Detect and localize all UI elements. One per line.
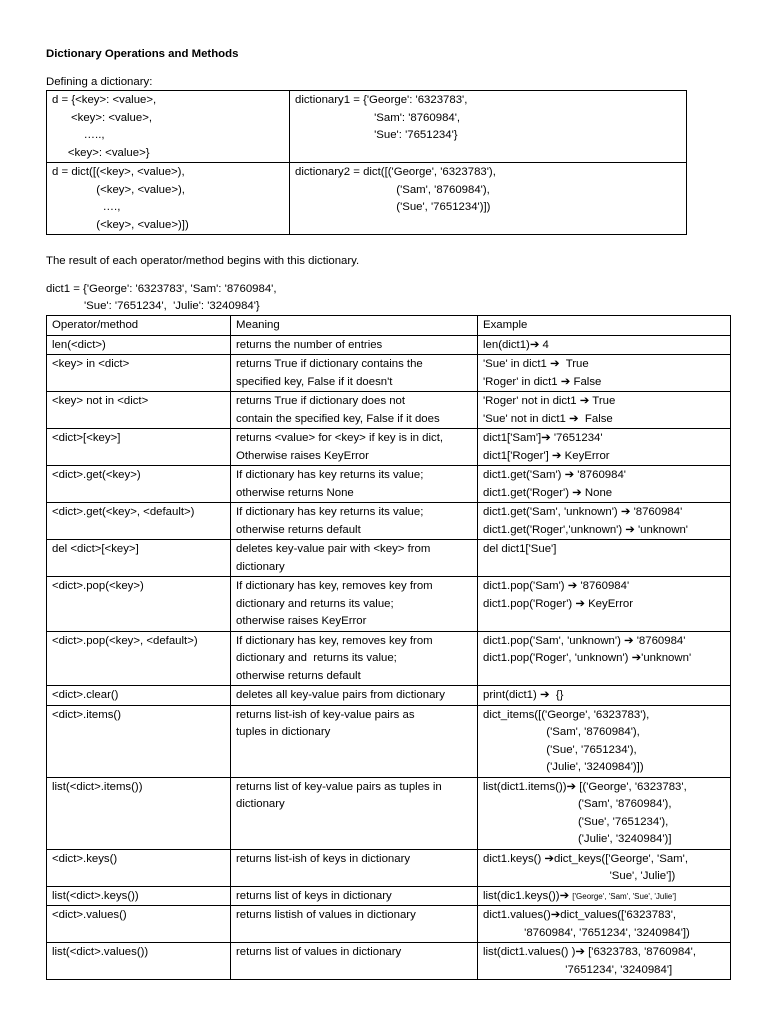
meaning-cell: deletes key-value pair with <key> from dictionary [231,540,478,577]
meaning-cell: If dictionary has key returns its value; otherwise returns default [231,503,478,540]
example-cell: list(dict1.items())➔ [('George', '6323783', ('Sam', '8760984'), ('Sue', '7651234'), ('Julie', '3240984')] [478,777,731,849]
operator-cell: <dict>.pop(<key>, <default>) [47,631,231,686]
meaning-cell: returns the number of entries [231,335,478,355]
page-title: Dictionary Operations and Methods [46,48,239,60]
operator-cell: <dict>.get(<key>) [47,466,231,503]
dict1-line-1: dict1 = {'George': '6323783', 'Sam': '8760984', [46,283,277,295]
operator-cell: list(<dict>.values()) [47,943,231,980]
meaning-cell: returns list of key-value pairs as tuples in dictionary [231,777,478,849]
operator-cell: list(<dict>.keys()) [47,886,231,906]
meaning-cell: returns True if dictionary does not contain the specified key, False if it does [231,392,478,429]
table-row [47,686,731,706]
example-cell: list(dict1.values() )➔ ['6323783, '8760984', '7651234', '3240984'] [478,943,731,980]
meaning-cell: If dictionary has key returns its value; otherwise returns None [231,466,478,503]
definition-table [46,90,687,235]
example-cell: dict1.get('Sam', 'unknown') ➔ '8760984' dict1.get('Roger','unknown') ➔ 'unknown' [478,503,731,540]
meaning-cell: returns <value> for <key> if key is in dict, Otherwise raises KeyError [231,429,478,466]
column-header: Example [478,316,731,336]
table-row [47,466,731,503]
table-row [47,705,731,777]
table-row [47,906,731,943]
table-header-row [47,316,731,336]
operator-cell: list(<dict>.items()) [47,777,231,849]
meaning-cell: If dictionary has key, removes key from dictionary and returns its value; otherwise raises KeyError [231,577,478,632]
operator-cell: <dict>.get(<key>, <default>) [47,503,231,540]
example-cell: dict1.keys() ➔dict_keys(['George', 'Sam', 'Sue', 'Julie']) [478,849,731,886]
example-cell [478,886,731,906]
definition-row [47,91,687,163]
document-page [46,46,730,980]
definition-example: dictionary2 = dict([('George', '6323783'), ('Sam', '8760984'), ('Sue', '7651234')]) [295,166,496,213]
example-cell: len(dict1)➔ 4 [478,335,731,355]
column-header: Meaning [231,316,478,336]
table-row [47,503,731,540]
operator-cell: del <dict>[<key>] [47,540,231,577]
column-header: Operator/method [47,316,231,336]
example-cell: del dict1['Sue'] [478,540,731,577]
definition-example-cell [290,163,687,235]
operator-cell: <dict>.clear() [47,686,231,706]
table-row [47,335,731,355]
example-cell: dict1.get('Sam') ➔ '8760984' dict1.get('Roger') ➔ None [478,466,731,503]
meaning-cell: returns listish of values in dictionary [231,906,478,943]
table-row [47,943,731,980]
result-note: The result of each operator/method begins with this dictionary. [46,255,360,267]
example-cell: dict1['Sam']➔ '7651234' dict1['Roger'] ➔ KeyError [478,429,731,466]
meaning-cell: If dictionary has key, removes key from dictionary and returns its value; otherwise returns default [231,631,478,686]
table-row [47,849,731,886]
operator-cell: <dict>.pop(<key>) [47,577,231,632]
definition-syntax: d = {<key>: <value>, <key>: <value>, ….., <key>: <value>} [52,94,157,159]
meaning-cell: deletes all key-value pairs from dictionary [231,686,478,706]
dict1-line-2: 'Sue': '7651234', 'Julie': '3240984'} [46,300,260,312]
table-row [47,777,731,849]
example-cell: 'Sue' in dict1 ➔ True 'Roger' in dict1 ➔ False [478,355,731,392]
operator-cell: <key> in <dict> [47,355,231,392]
table-row [47,577,731,632]
operator-cell: <dict>.items() [47,705,231,777]
example-text: list(dic1.keys())➔ [483,889,573,902]
table-row [47,886,731,906]
table-row [47,392,731,429]
defining-label: Defining a dictionary: [46,76,153,88]
definition-example: dictionary1 = {'George': '6323783', 'Sam': '8760984', 'Sue': '7651234'} [295,94,468,141]
table-row [47,540,731,577]
example-cell: 'Roger' not in dict1 ➔ True 'Sue' not in dict1 ➔ False [478,392,731,429]
example-cell: dict1.pop('Sam', 'unknown') ➔ '8760984' dict1.pop('Roger', 'unknown') ➔'unknown' [478,631,731,686]
operations-table [46,315,731,980]
operator-cell: <dict>.values() [47,906,231,943]
meaning-cell: returns list of keys in dictionary [231,886,478,906]
definition-syntax: d = dict([(<key>, <value>), (<key>, <value>), …., (<key>, <value>)]) [52,166,189,231]
definition-syntax-cell [47,163,290,235]
example-cell: print(dict1) ➔ {} [478,686,731,706]
definition-row [47,163,687,235]
operator-cell: <dict>.keys() [47,849,231,886]
table-row [47,429,731,466]
meaning-cell: returns list-ish of key-value pairs as tuples in dictionary [231,705,478,777]
operator-cell: <dict>[<key>] [47,429,231,466]
definition-syntax-cell [47,91,290,163]
operator-cell: <key> not in <dict> [47,392,231,429]
example-small-text: ['George', 'Sam', 'Sue', 'Julie'] [572,891,677,901]
definition-example-cell [290,91,687,163]
example-cell: dict1.pop('Sam') ➔ '8760984' dict1.pop('Roger') ➔ KeyError [478,577,731,632]
meaning-cell: returns list of values in dictionary [231,943,478,980]
example-cell: dict_items([('George', '6323783'), ('Sam', '8760984'), ('Sue', '7651234'), ('Julie', '3240984')]) [478,705,731,777]
table-row [47,355,731,392]
meaning-cell: returns True if dictionary contains the specified key, False if it doesn't [231,355,478,392]
operator-cell: len(<dict>) [47,335,231,355]
example-cell: dict1.values()➔dict_values(['6323783', '8760984', '7651234', '3240984']) [478,906,731,943]
table-row [47,631,731,686]
meaning-cell: returns list-ish of keys in dictionary [231,849,478,886]
